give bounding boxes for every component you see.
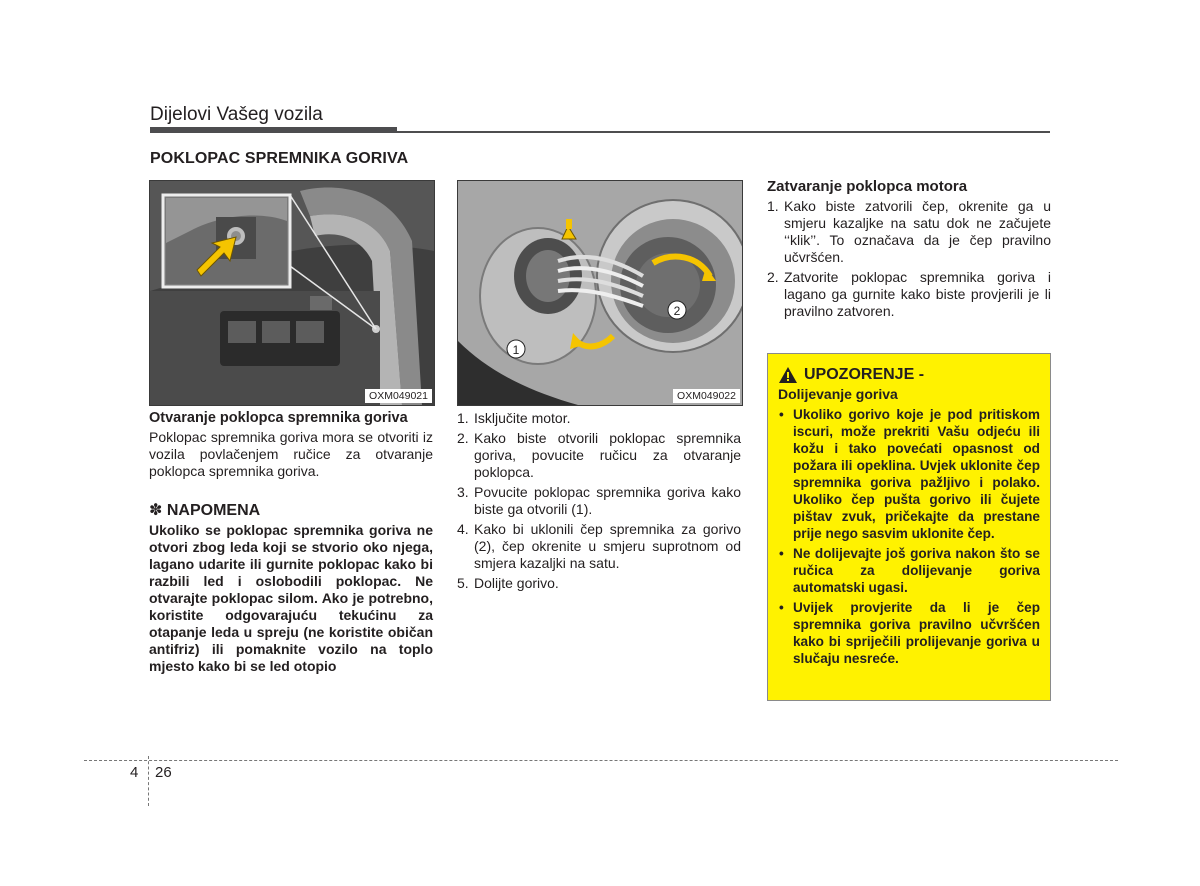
- step-text: Kako bi uklonili čep spremnika za gorivo (2), čep okrenite u smjeru suprotnom od smjera kazaljki na satu.: [474, 521, 741, 571]
- closing-heading: Zatvaranje poklopca motora: [767, 178, 968, 195]
- warning-subtitle: Dolijevanje goriva: [778, 386, 898, 402]
- photo-fuel-door: [457, 180, 743, 406]
- warning-box: [767, 353, 1051, 701]
- step-text: Kako biste zatvorili čep, okrenite ga u smjeru kazaljke na satu dok ne začujete ‘‘klik’’. To označava da je čep pravilno učvršćen.: [784, 198, 1051, 265]
- step-text: Dolijte gorivo.: [474, 575, 559, 591]
- warning-triangle-icon: [778, 366, 798, 384]
- figure-caption-middle: OXM049022: [673, 389, 740, 403]
- step-item: [457, 410, 741, 427]
- opening-heading: Otvaranje poklopca spremnika goriva: [149, 410, 408, 426]
- opening-steps: [457, 410, 741, 595]
- fuel-door-illustration: [458, 181, 742, 405]
- callout-2: 2: [673, 304, 681, 318]
- footer-dashed-rule: [84, 760, 1118, 761]
- step-number: 3.: [457, 484, 469, 500]
- step-item: [457, 521, 741, 572]
- note-heading-row: [149, 500, 433, 520]
- warning-title: UPOZORENJE -: [804, 366, 925, 383]
- step-number: 4.: [457, 521, 469, 537]
- page-heading: POKLOPAC SPREMNIKA GORIVA: [150, 150, 409, 167]
- note-heading: NAPOMENA: [166, 502, 261, 519]
- step-item: [767, 269, 1051, 320]
- step-item: [457, 430, 741, 481]
- warning-item: • Ne dolijevajte još goriva nakon što se ručica za dolijevanje goriva automatski ugasi.: [778, 545, 1040, 596]
- section-title: Dijelovi Vašeg vozila: [150, 104, 323, 125]
- note-text: Ukoliko se poklopac spremnika goriva ne otvori zbog leda koji se stvorio oko njega, lagano udarite ili gurnite poklopac kako bi razbili led i oslobodili poklopac. Ne otvarajte poklopac silom. Ako je potrebno, koristite odgovarajuću tekućinu za otapanje leda u spreju (ne koristite običan antifriz) ili pomaknite vozilo na toplo mjesto kako bi se led otopio: [149, 522, 433, 674]
- step-item: [457, 575, 741, 592]
- door-release-illustration: [150, 181, 434, 405]
- step-item: [767, 198, 1051, 266]
- step-number: 1.: [767, 198, 779, 214]
- title-rule: [150, 131, 1050, 133]
- step-number: 1.: [457, 410, 469, 426]
- closing-section: [767, 178, 1051, 323]
- chapter-number: 4: [130, 764, 139, 781]
- step-number: 2.: [457, 430, 469, 446]
- footer-dashed-divider: [148, 756, 149, 806]
- step-text: Isključite motor.: [474, 410, 571, 426]
- callout-1: 1: [512, 343, 520, 357]
- note-symbol-icon: ✽: [149, 502, 163, 519]
- warning-title-row: [778, 366, 1040, 384]
- step-text: Kako biste otvorili poklopac spremnika goriva, povucite ručicu za otvaranje poklopca.: [474, 430, 741, 480]
- opening-section: [149, 410, 433, 675]
- page-number: 26: [155, 764, 172, 781]
- warning-item: • Uvijek provjerite da li je čep spremnika goriva pravilno učvršćen kako bi spriječili prolijevanje goriva u slučaju nesreće.: [778, 599, 1040, 667]
- step-item: [457, 484, 741, 518]
- figure-caption-left: OXM049021: [365, 389, 432, 403]
- step-text: Zatvorite poklopac spremnika goriva i lagano ga gurnite kako biste provjerili je li pravilno zatvoren.: [784, 269, 1051, 319]
- photo-door-release: [149, 180, 435, 406]
- warning-item: • Ukoliko gorivo koje je pod pritiskom iscuri, može prekriti Vašu odjeću ili kožu i tako povećati opasnost od požara ili opeklina. Uvjek uklonite čep spremnika goriva pažljivo i polako. Ukoliko čep pušta gorivo ili čujete pištav zvuk, pričekajte da prestane prije nego sasvim uklonite čep.: [778, 406, 1040, 542]
- opening-text: Poklopac spremnika goriva mora se otvoriti iz vozila povlačenjem ručice za otvaranje poklopca spremnika goriva.: [149, 429, 433, 479]
- step-text: Povucite poklopac spremnika goriva kako biste ga otvorili (1).: [474, 484, 741, 517]
- step-number: 5.: [457, 575, 469, 591]
- step-number: 2.: [767, 269, 779, 285]
